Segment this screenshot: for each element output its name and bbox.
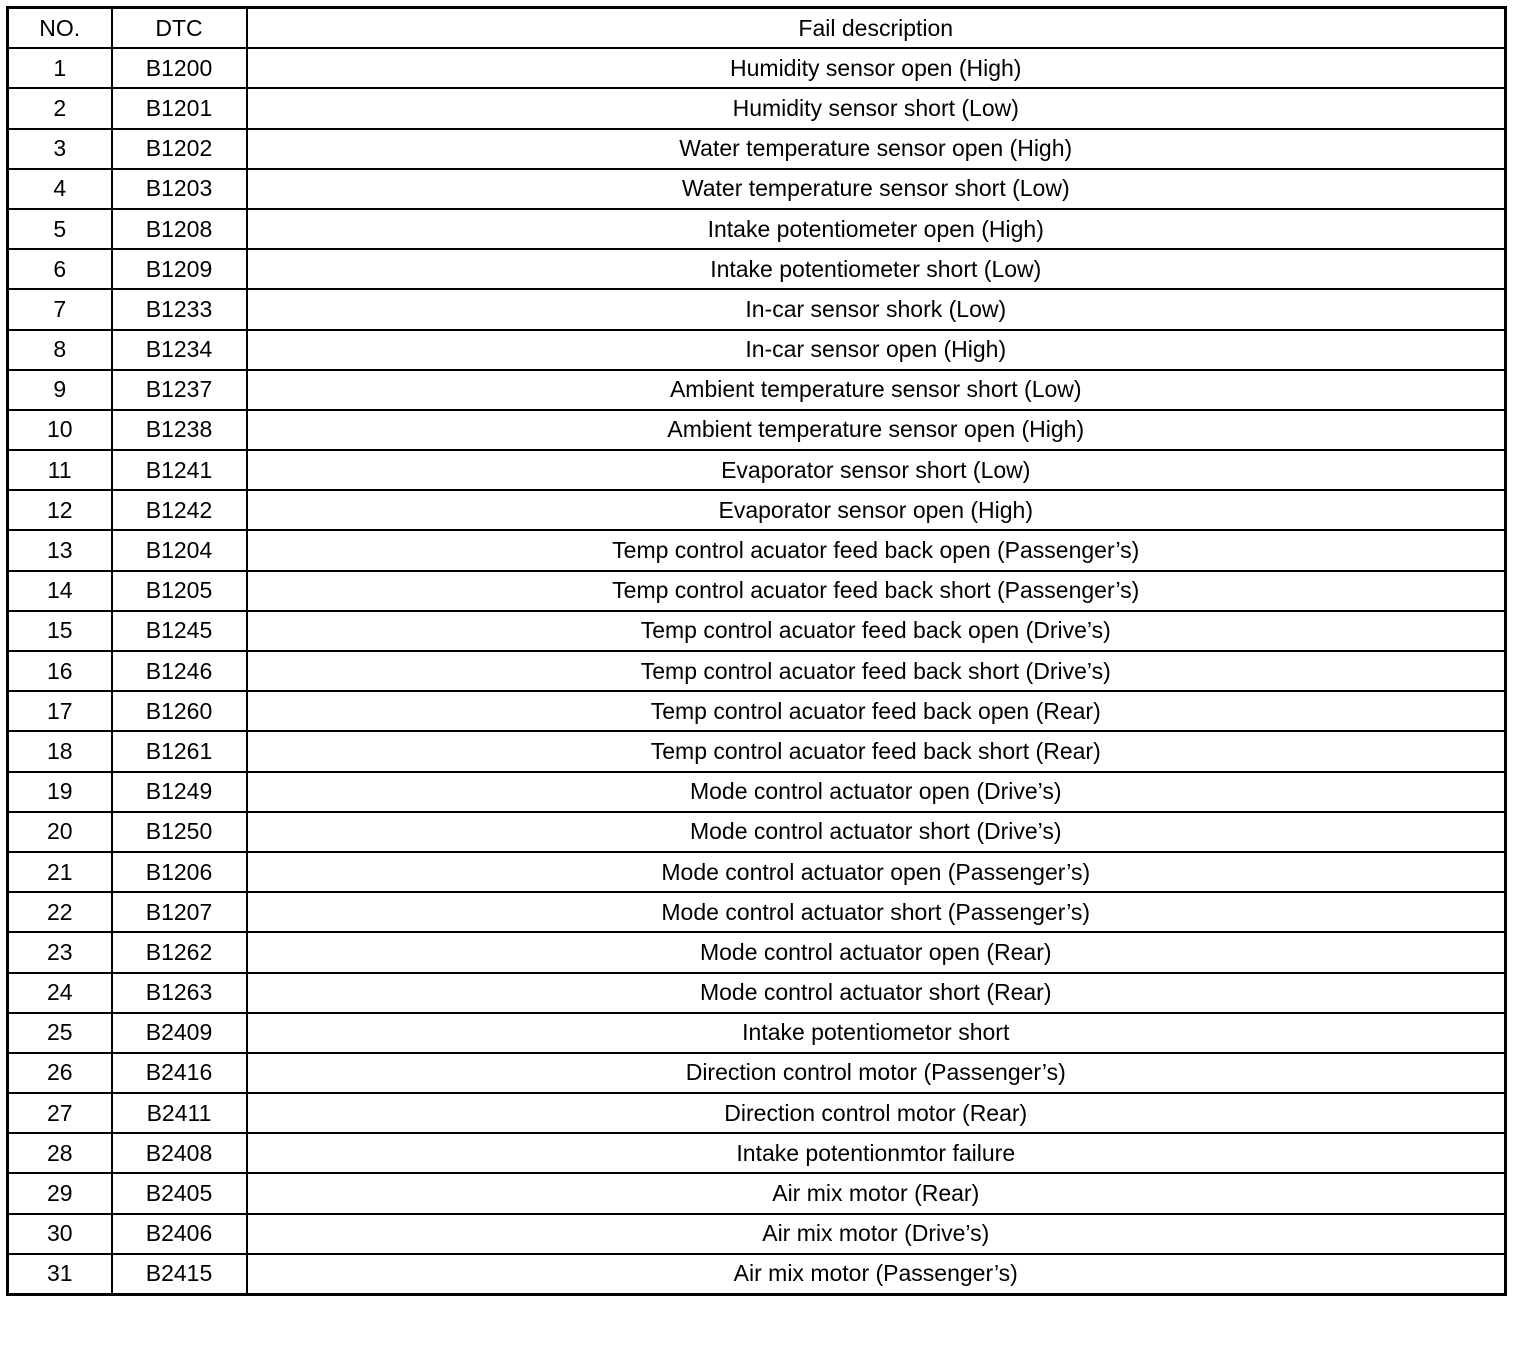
table-row (8, 731, 1506, 771)
cell-dtc: B1237 (112, 370, 247, 410)
cell-description: Air mix motor (Drive’s) (247, 1214, 1506, 1254)
table-row (8, 1133, 1506, 1173)
cell-no: 15 (8, 611, 112, 651)
cell-description: Air mix motor (Passenger’s) (247, 1254, 1506, 1295)
cell-no: 12 (8, 490, 112, 530)
cell-dtc: B1246 (112, 651, 247, 691)
cell-description: Direction control motor (Rear) (247, 1093, 1506, 1133)
cell-dtc: B2406 (112, 1214, 247, 1254)
cell-description: Water temperature sensor short (Low) (247, 169, 1506, 209)
cell-description: Temp control acuator feed back open (Drive’s) (247, 611, 1506, 651)
table-row (8, 932, 1506, 972)
cell-no: 16 (8, 651, 112, 691)
cell-description: Ambient temperature sensor short (Low) (247, 370, 1506, 410)
cell-description: In-car sensor open (High) (247, 330, 1506, 370)
table-row (8, 691, 1506, 731)
cell-description: Temp control acuator feed back short (Passenger’s) (247, 571, 1506, 611)
cell-description: Mode control actuator short (Passenger’s) (247, 892, 1506, 932)
table-row (8, 1173, 1506, 1213)
cell-dtc: B1263 (112, 973, 247, 1013)
cell-dtc: B1204 (112, 530, 247, 570)
table-row (8, 88, 1506, 128)
header-description: Fail description (247, 8, 1506, 49)
cell-description: Intake potentiometor short (247, 1013, 1506, 1053)
table-row (8, 1214, 1506, 1254)
table-row (8, 892, 1506, 932)
cell-no: 20 (8, 812, 112, 852)
cell-dtc: B1238 (112, 410, 247, 450)
table-body (8, 48, 1506, 1294)
cell-description: Evaporator sensor short (Low) (247, 450, 1506, 490)
cell-no: 26 (8, 1053, 112, 1093)
cell-dtc: B2408 (112, 1133, 247, 1173)
cell-dtc: B1209 (112, 249, 247, 289)
table-row (8, 852, 1506, 892)
table-row (8, 289, 1506, 329)
cell-description: In-car sensor shork (Low) (247, 289, 1506, 329)
cell-dtc: B1234 (112, 330, 247, 370)
cell-no: 7 (8, 289, 112, 329)
cell-dtc: B1233 (112, 289, 247, 329)
table-row (8, 450, 1506, 490)
cell-no: 30 (8, 1214, 112, 1254)
cell-dtc: B1242 (112, 490, 247, 530)
cell-description: Air mix motor (Rear) (247, 1173, 1506, 1213)
cell-no: 28 (8, 1133, 112, 1173)
cell-no: 10 (8, 410, 112, 450)
table-row (8, 129, 1506, 169)
cell-dtc: B1241 (112, 450, 247, 490)
table-row (8, 490, 1506, 530)
cell-dtc: B2411 (112, 1093, 247, 1133)
cell-description: Mode control actuator open (Drive’s) (247, 772, 1506, 812)
cell-description: Intake potentionmtor failure (247, 1133, 1506, 1173)
cell-description: Water temperature sensor open (High) (247, 129, 1506, 169)
cell-no: 5 (8, 209, 112, 249)
cell-dtc: B2416 (112, 1053, 247, 1093)
table-row (8, 330, 1506, 370)
cell-no: 2 (8, 88, 112, 128)
cell-description: Intake potentiometer short (Low) (247, 249, 1506, 289)
table-row (8, 1053, 1506, 1093)
table-row (8, 651, 1506, 691)
table-row (8, 249, 1506, 289)
table-row (8, 812, 1506, 852)
cell-no: 13 (8, 530, 112, 570)
cell-dtc: B1203 (112, 169, 247, 209)
table-row (8, 571, 1506, 611)
table-row (8, 48, 1506, 88)
cell-description: Ambient temperature sensor open (High) (247, 410, 1506, 450)
cell-description: Temp control acuator feed back open (Rear) (247, 691, 1506, 731)
cell-no: 31 (8, 1254, 112, 1295)
cell-no: 23 (8, 932, 112, 972)
cell-no: 6 (8, 249, 112, 289)
table-row (8, 169, 1506, 209)
cell-description: Mode control actuator open (Rear) (247, 932, 1506, 972)
table-row (8, 530, 1506, 570)
cell-description: Intake potentiometer open (High) (247, 209, 1506, 249)
cell-description: Mode control actuator open (Passenger’s) (247, 852, 1506, 892)
cell-dtc: B1207 (112, 892, 247, 932)
cell-dtc: B1262 (112, 932, 247, 972)
cell-description: Temp control acuator feed back short (Rear) (247, 731, 1506, 771)
cell-description: Mode control actuator short (Rear) (247, 973, 1506, 1013)
cell-no: 3 (8, 129, 112, 169)
table-row (8, 611, 1506, 651)
cell-dtc: B1249 (112, 772, 247, 812)
cell-no: 8 (8, 330, 112, 370)
cell-dtc: B1250 (112, 812, 247, 852)
table-row (8, 772, 1506, 812)
table-row (8, 1254, 1506, 1295)
table-row (8, 410, 1506, 450)
cell-description: Temp control acuator feed back open (Passenger’s) (247, 530, 1506, 570)
dtc-table (6, 6, 1507, 1296)
table-row (8, 1093, 1506, 1133)
table-row (8, 370, 1506, 410)
header-no: NO. (8, 8, 112, 49)
cell-dtc: B1245 (112, 611, 247, 651)
cell-no: 21 (8, 852, 112, 892)
cell-dtc: B1208 (112, 209, 247, 249)
cell-no: 4 (8, 169, 112, 209)
cell-dtc: B1205 (112, 571, 247, 611)
cell-dtc: B1261 (112, 731, 247, 771)
cell-dtc: B1202 (112, 129, 247, 169)
cell-no: 11 (8, 450, 112, 490)
header-row (8, 8, 1506, 49)
cell-dtc: B2409 (112, 1013, 247, 1053)
cell-no: 25 (8, 1013, 112, 1053)
table-row (8, 1013, 1506, 1053)
header-dtc: DTC (112, 8, 247, 49)
cell-description: Humidity sensor short (Low) (247, 88, 1506, 128)
cell-description: Evaporator sensor open (High) (247, 490, 1506, 530)
cell-no: 9 (8, 370, 112, 410)
cell-no: 24 (8, 973, 112, 1013)
cell-no: 14 (8, 571, 112, 611)
cell-no: 17 (8, 691, 112, 731)
cell-no: 27 (8, 1093, 112, 1133)
cell-dtc: B1260 (112, 691, 247, 731)
cell-no: 18 (8, 731, 112, 771)
table-header (8, 8, 1506, 49)
cell-dtc: B2405 (112, 1173, 247, 1213)
table-row (8, 209, 1506, 249)
cell-no: 19 (8, 772, 112, 812)
cell-no: 29 (8, 1173, 112, 1213)
cell-description: Humidity sensor open (High) (247, 48, 1506, 88)
cell-dtc: B1200 (112, 48, 247, 88)
cell-dtc: B1201 (112, 88, 247, 128)
cell-description: Mode control actuator short (Drive’s) (247, 812, 1506, 852)
table-row (8, 973, 1506, 1013)
cell-no: 1 (8, 48, 112, 88)
cell-description: Temp control acuator feed back short (Drive’s) (247, 651, 1506, 691)
cell-no: 22 (8, 892, 112, 932)
cell-description: Direction control motor (Passenger’s) (247, 1053, 1506, 1093)
cell-dtc: B1206 (112, 852, 247, 892)
cell-dtc: B2415 (112, 1254, 247, 1295)
